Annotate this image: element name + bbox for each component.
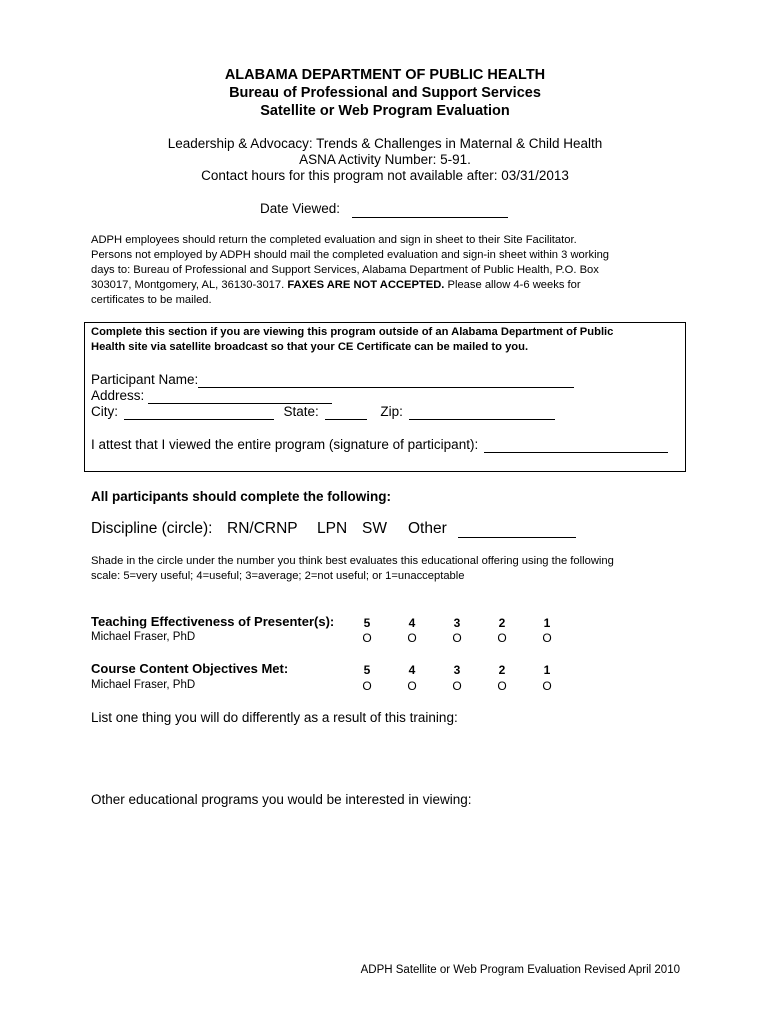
answer-do-differently-area[interactable] (91, 728, 681, 788)
all-participants-heading: All participants should complete the following: (91, 489, 392, 504)
instructions-line-1: ADPH employees should return the completed evaluation and sign in sheet to their Site Facilitator. (91, 234, 577, 246)
date-viewed-field[interactable] (352, 201, 508, 218)
address-field[interactable] (148, 388, 332, 404)
rating-2-scale-4: 4 (408, 663, 416, 677)
discipline-option-lpn[interactable]: LPN (317, 520, 348, 537)
scale-line-1: Shade in the circle under the number you think best evaluates this educational offering using the following (91, 555, 614, 567)
contact-hours: Contact hours for this program not available after: 03/31/2013 (201, 168, 569, 183)
answer-other-programs-area[interactable] (91, 810, 681, 930)
rating-1-presenter: Michael Fraser, PhD (91, 631, 196, 643)
rating-2-circle-4[interactable]: O (407, 679, 417, 693)
footer-text: ADPH Satellite or Web Program Evaluation Revised April 2010 (360, 964, 680, 976)
outside-heading-line-2: Health site via satellite broadcast so that your CE Certificate can be mailed to you. (91, 341, 529, 353)
discipline-option-other[interactable]: Other (408, 520, 447, 537)
zip-label: Zip: (380, 404, 403, 419)
rating-1-circle-1[interactable]: O (542, 631, 552, 645)
rating-1-circle-3[interactable]: O (452, 631, 462, 645)
rating-2-circle-1[interactable]: O (542, 679, 552, 693)
discipline-option-sw[interactable]: SW (362, 520, 387, 537)
rating-2-scale-5: 5 (363, 663, 371, 677)
rating-1-circle-4[interactable]: O (407, 631, 417, 645)
rating-1-scale-2: 2 (498, 616, 506, 630)
instructions-line-5: certificates to be mailed. (91, 294, 212, 306)
instructions (91, 233, 609, 308)
instructions-line-4-post: Please allow 4-6 weeks for (447, 279, 581, 291)
participant-name-label: Participant Name: (91, 372, 199, 387)
asna-number: ASNA Activity Number: 5-91. (299, 152, 471, 167)
rating-1-scale-4: 4 (408, 616, 416, 630)
rating-2-presenter: Michael Fraser, PhD (91, 679, 196, 691)
city-field[interactable] (124, 404, 274, 420)
scale-instructions (91, 554, 614, 584)
scale-line-2: scale: 5=very useful; 4=useful; 3=average; 2=not useful; or 1=unacceptable (91, 570, 465, 582)
question-other-programs: Other educational programs you would be interested in viewing: (91, 792, 472, 807)
faxes-warning: FAXES ARE NOT ACCEPTED. (287, 279, 445, 291)
rating-1-scale-5: 5 (363, 616, 371, 630)
instructions-line-4 (91, 278, 609, 293)
program-title: Leadership & Advocacy: Trends & Challenges in Maternal & Child Health (167, 136, 603, 151)
date-viewed-label: Date Viewed: (260, 201, 341, 216)
rating-2-scale-2: 2 (498, 663, 506, 677)
zip-field[interactable] (409, 404, 555, 420)
discipline-label: Discipline (circle): (91, 520, 213, 537)
header-line-3: Satellite or Web Program Evaluation (260, 103, 510, 119)
instructions-line-4-pre: 303017, Montgomery, AL, 36130-3017. (91, 279, 285, 291)
rating-1-circle-2[interactable]: O (497, 631, 507, 645)
rating-1-circle-5[interactable]: O (362, 631, 372, 645)
address-row (91, 388, 332, 404)
rating-2-circle-2[interactable]: O (497, 679, 507, 693)
header-line-2: Bureau of Professional and Support Services (229, 85, 541, 101)
rating-2-scale-1: 1 (543, 663, 551, 677)
address-label: Address: (91, 388, 145, 403)
discipline-option-rn-crnp[interactable]: RN/CRNP (227, 520, 298, 537)
signature-field[interactable] (484, 437, 668, 453)
attest-label: I attest that I viewed the entire program (signature of participant): (91, 437, 479, 452)
outside-heading-line-1: Complete this section if you are viewing this program outside of an Alabama Department of Public (91, 326, 614, 338)
state-field[interactable] (325, 404, 367, 420)
date-viewed-row (260, 201, 508, 218)
instructions-line-3: days to: Bureau of Professional and Support Services, Alabama Department of Public Health, P.O. Box (91, 264, 599, 276)
rating-2-circle-3[interactable]: O (452, 679, 462, 693)
outside-section-heading (91, 325, 613, 355)
rating-2-circle-5[interactable]: O (362, 679, 372, 693)
state-label: State: (283, 404, 319, 419)
other-discipline-field[interactable] (458, 520, 576, 538)
rating-2-scale-3: 3 (453, 663, 461, 677)
rating-1-scale-3: 3 (453, 616, 461, 630)
rating-1-label: Teaching Effectiveness of Presenter(s): (91, 614, 335, 629)
attest-row (91, 437, 668, 453)
question-do-differently: List one thing you will do differently as a result of this training: (91, 710, 458, 725)
rating-2-label: Course Content Objectives Met: (91, 661, 289, 676)
header-line-1: ALABAMA DEPARTMENT OF PUBLIC HEALTH (224, 67, 546, 83)
instructions-line-2: Persons not employed by ADPH should mail the completed evaluation and sign-in sheet within 3 working (91, 249, 610, 261)
participant-name-row (91, 372, 574, 388)
participant-name-field[interactable] (198, 372, 574, 388)
rating-1-scale-1: 1 (543, 616, 551, 630)
city-label: City: (91, 404, 118, 419)
city-state-zip-row (91, 404, 555, 420)
